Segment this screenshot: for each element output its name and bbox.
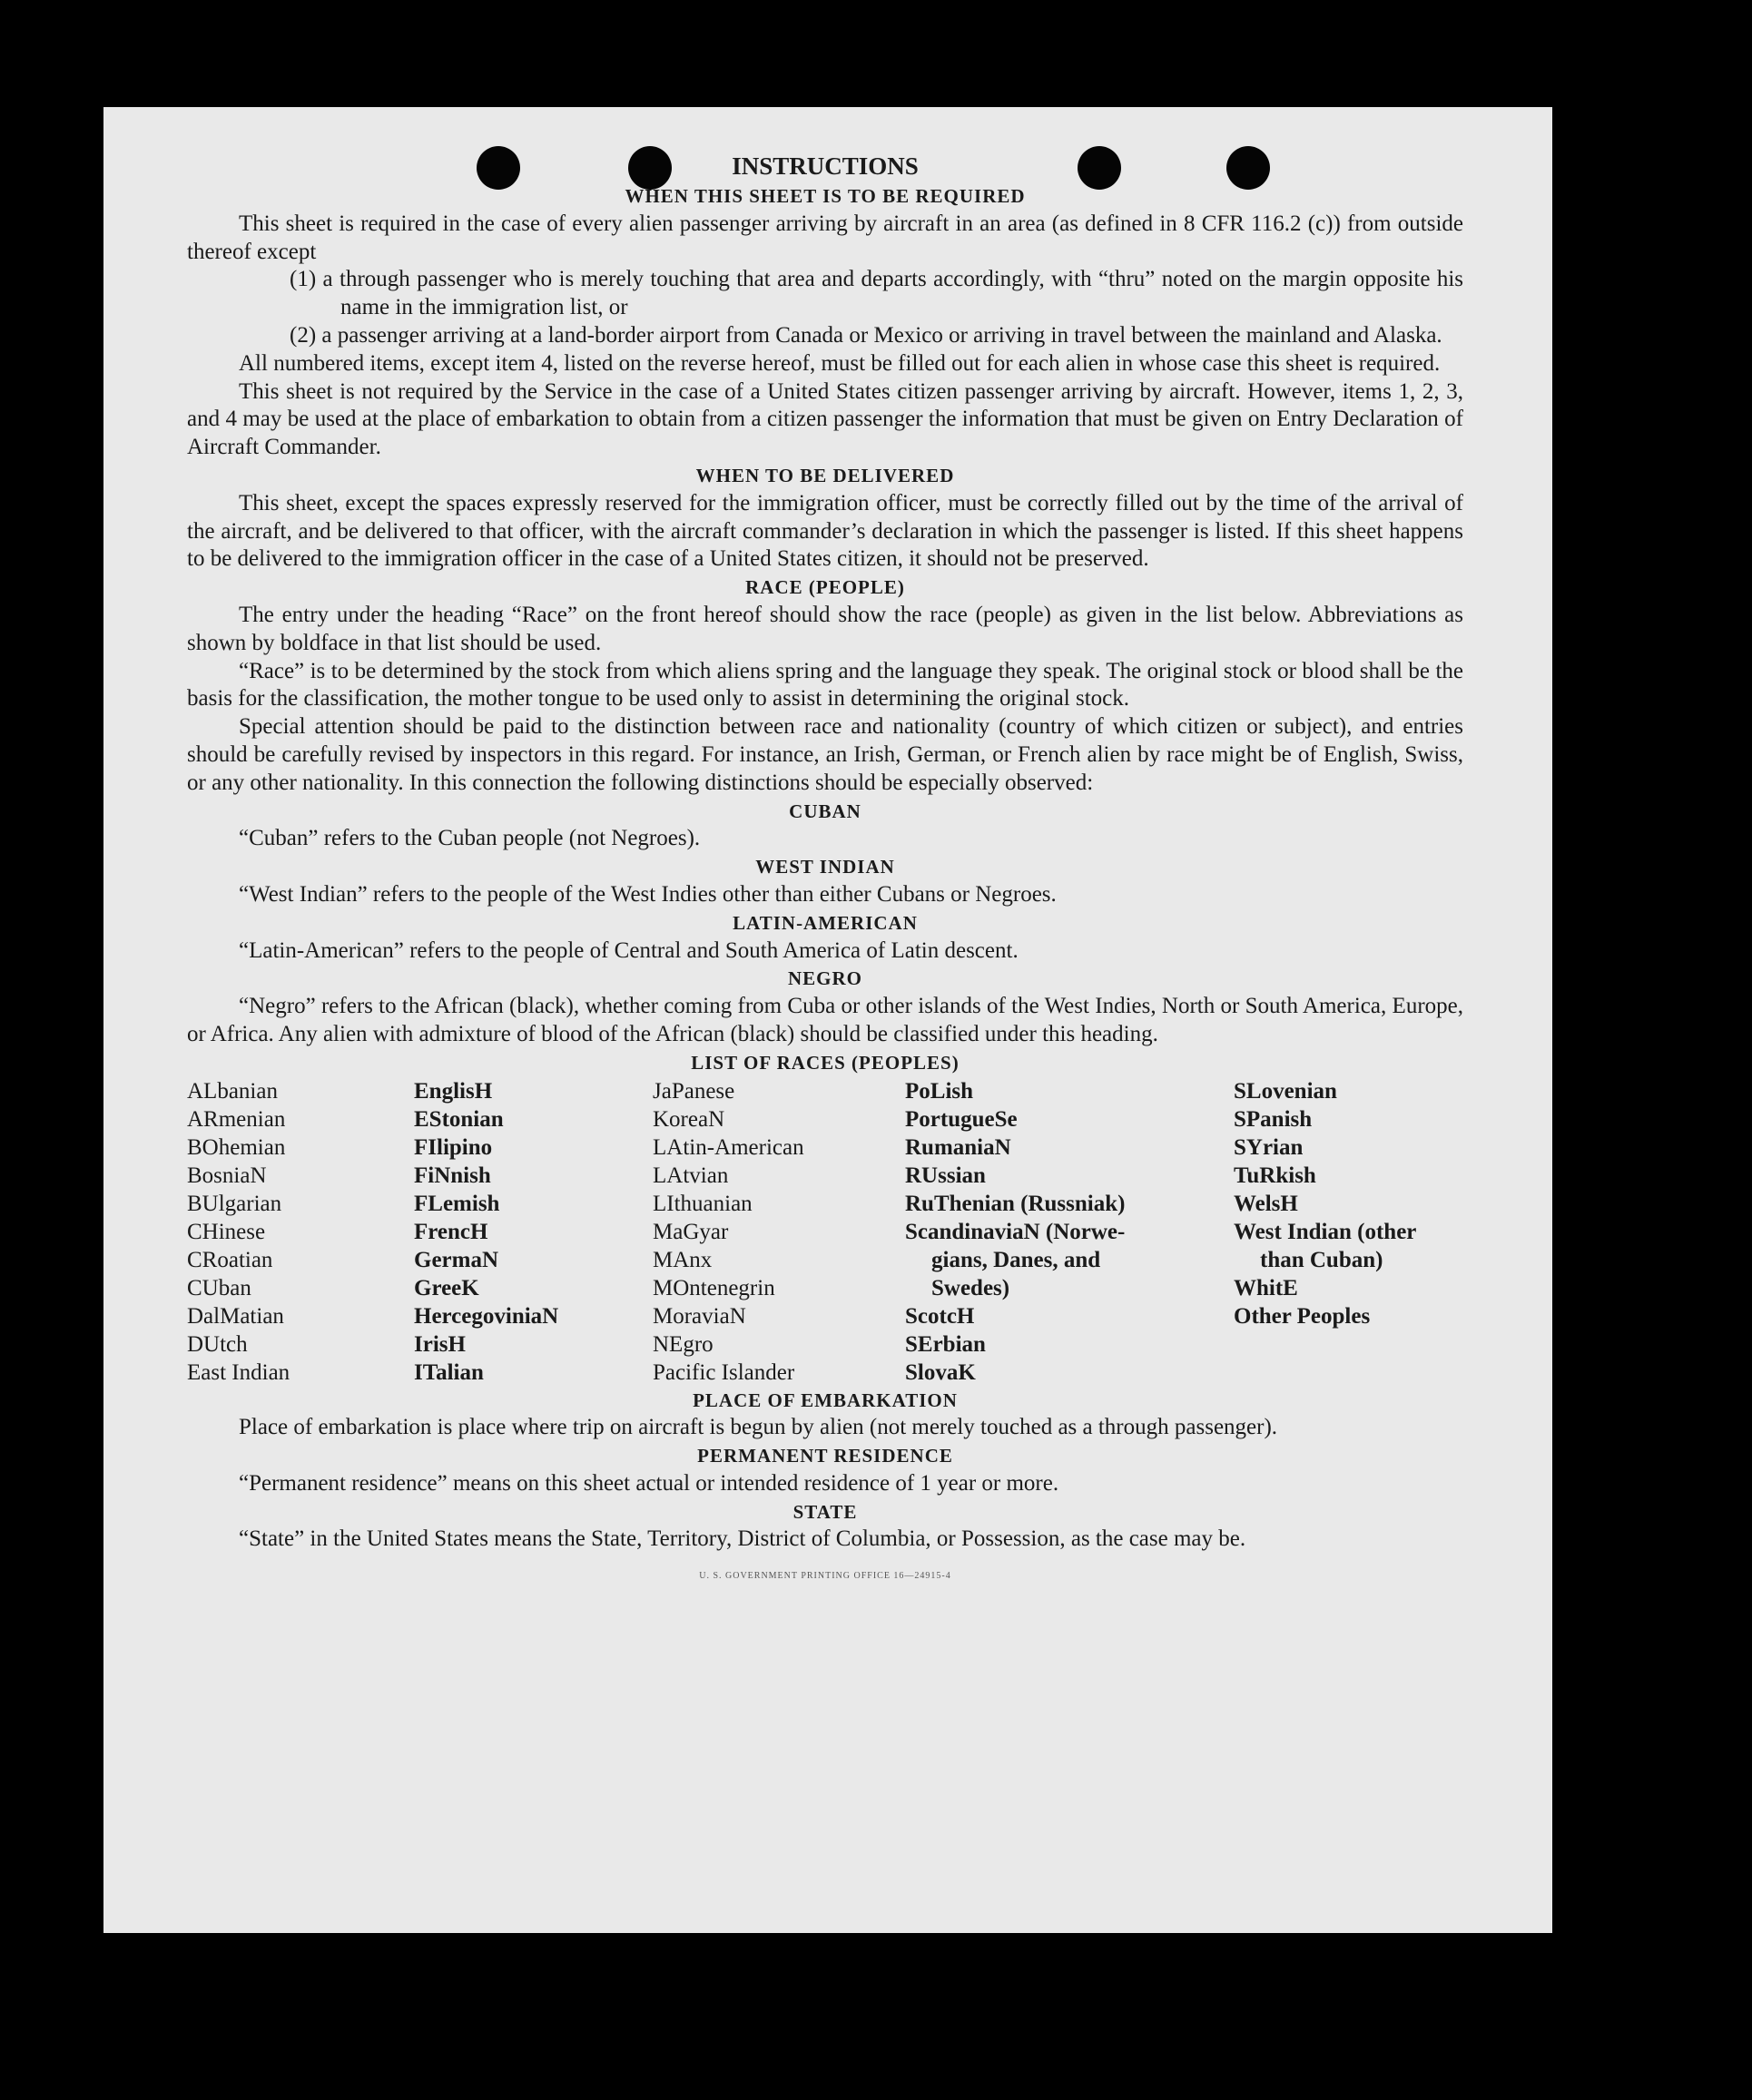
heading-list-of-races: LIST OF RACES (PEOPLES) (691, 1051, 960, 1074)
race-entry: SErbian (905, 1331, 986, 1357)
race-entry: GermaN (414, 1247, 499, 1272)
heading-state: STATE (792, 1500, 858, 1523)
race-entry: MOntenegrin (653, 1275, 775, 1300)
race-entry: EStonian (414, 1106, 504, 1132)
races-list (187, 1077, 1463, 1387)
races-column-5 (1234, 1077, 1463, 1387)
race-entry: RumaniaN (905, 1134, 1011, 1160)
races-column-3 (653, 1077, 905, 1387)
race-entry: NEgro (653, 1331, 714, 1357)
race-entry: MoraviaN (653, 1303, 746, 1329)
race-entry: than Cuban) (1260, 1247, 1383, 1272)
race-entry: LAtin-American (653, 1134, 804, 1160)
race-entry: East Indian (187, 1359, 290, 1385)
race-entry: BOhemian (187, 1134, 286, 1160)
instruction-sheet (103, 107, 1552, 1933)
races-column-2 (414, 1077, 653, 1387)
race-entry: CRoatian (187, 1247, 273, 1272)
paragraph-citizen: This sheet is not required by the Service in the case of a United States citizen passenger arriving by aircraft. However, items 1, 2, 3, and 4 may be used at the place of embarkation to obtain from a citizen passenger the information that must be given on Entry Declaration of Aircraft Commander. (187, 378, 1463, 460)
races-column-4 (905, 1077, 1234, 1387)
page-title: INSTRUCTIONS (732, 152, 919, 180)
paragraph-cuban: “Cuban” refers to the Cuban people (not Negroes). (239, 826, 701, 851)
race-entry: RuThenian (Russniak) (905, 1191, 1126, 1216)
race-entry: PoLish (905, 1078, 974, 1104)
heading-negro: NEGRO (787, 967, 862, 990)
paragraph-delivered: This sheet, except the spaces expressly reserved for the immigration officer, must be correctly filled out by the time of the arrival of the aircraft, and be delivered to that officer, with the aircraft commander’s declaration in which the passenger is listed. If this sheet happens to be delivered to the immigration officer in the case of a United States citizen, it should not be preserved. (187, 490, 1463, 572)
paragraph-embarkation: Place of embarkation is place where trip on aircraft is begun by alien (not merely touched as a through passenger). (239, 1415, 1278, 1440)
paragraph-west-indian: “West Indian” refers to the people of the West Indies other than either Cubans or Negroes. (239, 881, 1057, 907)
paragraph-latin-american: “Latin-American” refers to the people of Central and South America of Latin descent. (239, 937, 1019, 963)
race-entry: FLemish (414, 1191, 500, 1216)
paragraph-numbered-items: All numbered items, except item 4, listed on the reverse hereof, must be filled out for each alien in whose case this sheet is required. (239, 350, 1441, 376)
heading-permanent-residence: PERMANENT RESIDENCE (697, 1445, 953, 1467)
paragraph-race-3: Special attention should be paid to the distinction between race and nationality (country of which citizen or subject), and entries should be carefully revised by inspectors in this regard. For instance, an Irish, German, or French alien by race might be of English, Swiss, or any other nationality. In this connection the following distinctions should be especially observed: (187, 714, 1463, 795)
race-entry: PortugueSe (905, 1106, 1018, 1132)
race-entry: DalMatian (187, 1303, 284, 1329)
race-entry: GreeK (414, 1275, 479, 1300)
race-entry: WhitE (1234, 1275, 1298, 1300)
race-entry: SLovenian (1234, 1078, 1337, 1104)
race-entry: SYrian (1234, 1134, 1304, 1160)
race-entry: BUlgarian (187, 1191, 282, 1216)
heading-when-required: WHEN THIS SHEET IS TO BE REQUIRED (625, 185, 1026, 207)
race-entry: Pacific Islander (653, 1359, 795, 1385)
race-entry: SPanish (1234, 1106, 1313, 1132)
paragraph-race-2: “Race” is to be determined by the stock from which aliens spring and the language they speak. The original stock or blood shall be the basis for the classification, the mother tongue to be used only to assist in determining the original stock. (187, 658, 1463, 711)
race-entry: HercegoviniaN (414, 1303, 559, 1329)
printer-imprint: U. S. GOVERNMENT PRINTING OFFICE 16—24915-4 (699, 1571, 951, 1582)
race-entry: ITalian (414, 1359, 484, 1385)
heading-place-of-embarkation: PLACE OF EMBARKATION (693, 1389, 958, 1411)
exception-item-1: (1) a through passenger who is merely touching that area and departs accordingly, with “thru” noted on the margin opposite his name in the immigration list, or (290, 267, 1463, 320)
race-entry: RUssian (905, 1163, 986, 1188)
race-entry: TuRkish (1234, 1163, 1316, 1188)
race-entry: MAnx (653, 1247, 713, 1272)
races-column-1 (187, 1077, 414, 1387)
heading-race: RACE (PEOPLE) (745, 576, 905, 599)
exception-item-2: (2) a passenger arriving at a land-border airport from Canada or Mexico or arriving in travel between the mainland and Alaska. (290, 322, 1442, 348)
race-entry: FIlipino (414, 1134, 493, 1160)
heading-west-indian: WEST INDIAN (755, 856, 895, 878)
race-entry: LIthuanian (653, 1191, 753, 1216)
race-entry: ARmenian (187, 1106, 286, 1132)
race-entry: DUtch (187, 1331, 248, 1357)
paragraph-state: “State” in the United States means the State, Territory, District of Columbia, or Possession, as the case may be. (239, 1526, 1246, 1552)
instructions-content (187, 151, 1463, 1591)
race-entry: LAtvian (653, 1163, 729, 1188)
race-entry: IrisH (414, 1331, 466, 1357)
race-entry: ALbanian (187, 1078, 278, 1104)
race-entry: JaPanese (653, 1078, 735, 1104)
heading-cuban: CUBAN (789, 800, 861, 822)
race-entry: ScandinaviaN (Norwe- (905, 1219, 1126, 1244)
race-entry: WelsH (1234, 1191, 1298, 1216)
race-entry: West Indian (other (1234, 1219, 1417, 1244)
race-entry: Other Peoples (1234, 1303, 1371, 1329)
race-entry: MaGyar (653, 1219, 729, 1244)
race-entry: CHinese (187, 1219, 266, 1244)
paragraph-negro: “Negro” refers to the African (black), whether coming from Cuba or other islands of the West Indies, North or South America, Europe, or Africa. Any alien with admixture of blood of the African (black) should be classified under this heading. (187, 994, 1463, 1046)
heading-latin-american: LATIN-AMERICAN (733, 911, 918, 934)
heading-when-delivered: WHEN TO BE DELIVERED (695, 464, 955, 486)
race-entry: FrencH (414, 1219, 488, 1244)
race-entry: Swedes) (931, 1275, 1010, 1300)
race-entry: ScotcH (905, 1303, 975, 1329)
paragraph-residence: “Permanent residence” means on this sheet actual or intended residence of 1 year or more. (239, 1470, 1059, 1496)
race-entry: KoreaN (653, 1106, 725, 1132)
paragraph-race-1: The entry under the heading “Race” on the front hereof should show the race (people) as given in the list below. Abbreviations as shown by boldface in that list should be used. (187, 602, 1463, 655)
race-entry: BosniaN (187, 1163, 267, 1188)
race-entry: FiNnish (414, 1163, 491, 1188)
race-entry: gians, Danes, and (931, 1247, 1101, 1272)
paragraph-required-intro: This sheet is required in the case of every alien passenger arriving by aircraft in an area (as defined in 8 CFR 116.2 (c)) from outside thereof except (187, 211, 1463, 264)
race-entry: EnglisH (414, 1078, 493, 1104)
race-entry: SlovaK (905, 1359, 976, 1385)
race-entry: CUban (187, 1275, 251, 1300)
